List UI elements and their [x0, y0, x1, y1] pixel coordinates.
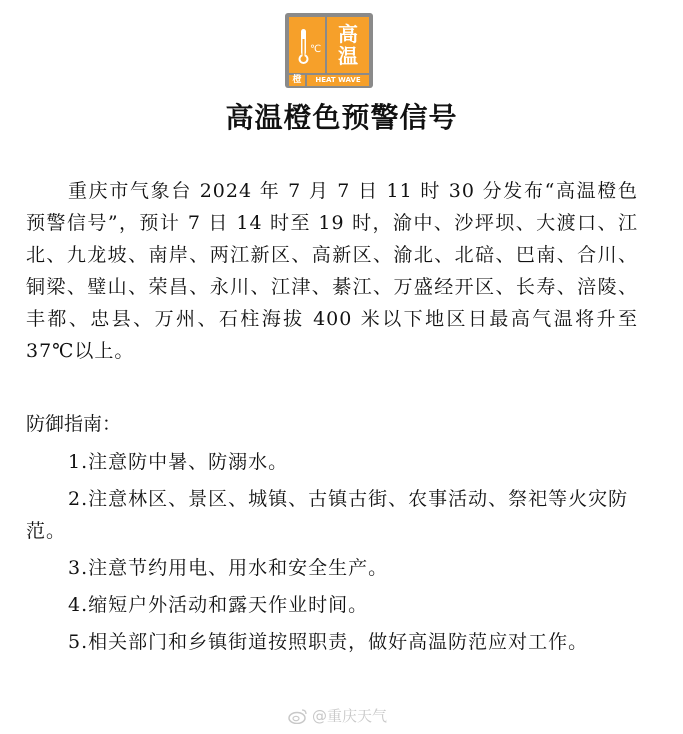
- guide-item-3: 3.注意节约用电、用水和安全生产。: [68, 557, 389, 579]
- guide-item-4: 4.缩短户外活动和露天作业时间。: [68, 594, 369, 616]
- watermark-text: @重庆天气: [312, 707, 388, 725]
- watermark: [288, 705, 387, 726]
- badge-english-label: HEAT WAVE: [307, 75, 369, 86]
- guide-heading: 防御指南：: [26, 413, 122, 435]
- page-title: 高温橙色预警信号: [225, 101, 458, 134]
- weibo-icon: [288, 708, 308, 724]
- guide-item-5: 5.相关部门和乡镇街道按照职责，做好高温防范应对工作。: [68, 631, 589, 653]
- badge-char-1: 高: [338, 22, 358, 46]
- celsius-unit: ℃: [310, 44, 322, 55]
- heat-wave-warning-icon: [285, 13, 373, 88]
- badge-level: 橙: [289, 75, 305, 86]
- warning-paragraph: 重庆市气象台 2024 年 7 月 7 日 11 时 30 分发布“高温橙色预警信号”，预计 7 日 14 时至 19 时，渝中、沙坪坝、大渡口、江北、九龙坡、南岸、两江新区、高新区、渝北、北碚、巴南、合川、铜梁、璧山、荣昌、永川、江津、綦江、万盛经开区、长寿、涪陵、丰都、忠县、万州、石柱海拔 400 米以下地区日最高气温将升至 37℃以上。: [26, 180, 638, 362]
- badge-text-panel: [327, 17, 369, 73]
- thermometer-panel: [289, 17, 325, 73]
- thermometer-icon: [297, 25, 325, 69]
- guide-list: [26, 446, 638, 663]
- guide-item-1: 1.注意防中暑、防溺水。: [68, 451, 289, 473]
- badge-char-2: 温: [338, 44, 358, 68]
- guide-item-2: 2.注意林区、景区、城镇、古镇古街、农事活动、祭祀等火灾防范。: [26, 488, 629, 542]
